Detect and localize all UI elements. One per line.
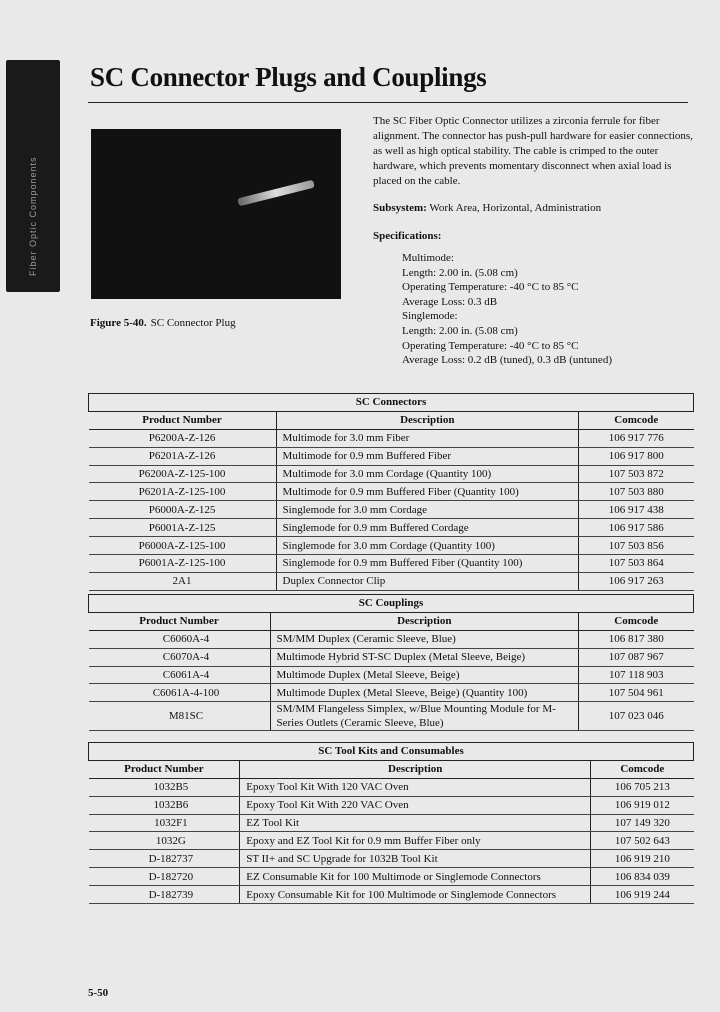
comcode-cell: 107 504 961	[579, 684, 694, 702]
description-cell: Epoxy and EZ Tool Kit for 0.9 mm Buffer Fiber only	[240, 832, 591, 850]
table-row	[89, 537, 694, 555]
table-caption: SC Connectors	[89, 394, 694, 412]
comcode-cell: 107 087 967	[579, 648, 694, 666]
description-cell: EZ Consumable Kit for 100 Multimode or Singlemode Connectors	[240, 868, 591, 886]
product-number-cell: P6200A-Z-126	[89, 429, 277, 447]
table-row	[89, 519, 694, 537]
spec-line: Singlemode:	[402, 310, 458, 323]
column-header: Product Number	[89, 760, 240, 778]
description-cell: Duplex Connector Clip	[276, 572, 579, 590]
comcode-cell: 107 503 872	[579, 465, 694, 483]
connector-photo	[91, 129, 341, 299]
sc-tool-kits-table	[88, 742, 694, 904]
table-row	[89, 555, 694, 573]
comcode-cell: 107 023 046	[579, 702, 694, 731]
comcode-cell: 106 817 380	[579, 630, 694, 648]
comcode-cell: 106 919 244	[591, 886, 694, 904]
product-number-cell: P6201A-Z-126	[89, 447, 277, 465]
product-number-cell: P6201A-Z-125-100	[89, 483, 277, 501]
column-header: Description	[270, 612, 579, 630]
table-row	[89, 832, 694, 850]
table-row	[89, 630, 694, 648]
description-cell: Multimode Duplex (Metal Sleeve, Beige)	[270, 666, 579, 684]
comcode-cell: 106 917 586	[579, 519, 694, 537]
description-cell: ST II+ and SC Upgrade for 1032B Tool Kit	[240, 850, 591, 868]
description-cell: Multimode for 0.9 mm Buffered Fiber	[276, 447, 579, 465]
description-cell: Singlemode for 3.0 mm Cordage (Quantity 100)	[276, 537, 579, 555]
section-side-tab	[6, 60, 60, 292]
comcode-cell: 106 919 210	[591, 850, 694, 868]
description-cell: Multimode Duplex (Metal Sleeve, Beige) (Quantity 100)	[270, 684, 579, 702]
description-cell: Epoxy Tool Kit With 220 VAC Oven	[240, 796, 591, 814]
comcode-cell: 106 917 438	[579, 501, 694, 519]
table-row	[89, 465, 694, 483]
product-number-cell: C6061A-4	[89, 666, 271, 684]
product-number-cell: P6001A-Z-125-100	[89, 555, 277, 573]
comcode-cell: 106 917 263	[579, 572, 694, 590]
table-row	[89, 666, 694, 684]
product-number-cell: P6001A-Z-125	[89, 519, 277, 537]
spec-line: Average Loss: 0.3 dB	[402, 295, 498, 308]
table-row	[89, 850, 694, 868]
product-number-cell: C6070A-4	[89, 648, 271, 666]
comcode-cell: 106 919 012	[591, 796, 694, 814]
comcode-cell: 107 149 320	[591, 814, 694, 832]
spec-line: Operating Temperature: -40 °C to 85 °C	[402, 281, 579, 294]
product-number-cell: C6061A-4-100	[89, 684, 271, 702]
column-header: Comcode	[591, 760, 694, 778]
product-number-cell: 1032G	[89, 832, 240, 850]
description-cell: SM/MM Duplex (Ceramic Sleeve, Blue)	[270, 630, 579, 648]
table-row	[89, 648, 694, 666]
specifications-label: Specifications:	[373, 230, 442, 242]
table-caption: SC Tool Kits and Consumables	[89, 743, 694, 761]
product-number-cell: M81SC	[89, 702, 271, 731]
comcode-cell: 107 118 903	[579, 666, 694, 684]
intro-paragraph: The SC Fiber Optic Connector utilizes a zirconia ferrule for fiber alignment. The connector has push-pull hardware for easier connections, as well as high optical stability. The cable is crimped to the outer hardware, which prevents momentary disconnect when axial load is placed on the cable.	[373, 115, 693, 187]
spec-line: Length: 2.00 in. (5.08 cm)	[402, 324, 518, 337]
comcode-cell: 107 502 643	[591, 832, 694, 850]
product-number-cell: P6000A-Z-125-100	[89, 537, 277, 555]
description-cell: Multimode for 3.0 mm Fiber	[276, 429, 579, 447]
connector-plug-image	[237, 180, 315, 207]
product-number-cell: P6000A-Z-125	[89, 501, 277, 519]
product-number-cell: D-182737	[89, 850, 240, 868]
column-header: Comcode	[579, 411, 694, 429]
subsystem-label: Subsystem:	[373, 202, 427, 214]
figure-label: Figure 5-40.	[90, 317, 147, 329]
table-row	[89, 429, 694, 447]
description-cell: Epoxy Tool Kit With 120 VAC Oven	[240, 778, 591, 796]
table-row	[89, 483, 694, 501]
spec-line: Length: 2.00 in. (5.08 cm)	[402, 266, 518, 279]
product-number-cell: C6060A-4	[89, 630, 271, 648]
product-number-cell: 1032F1	[89, 814, 240, 832]
product-number-cell: P6200A-Z-125-100	[89, 465, 277, 483]
column-header: Description	[276, 411, 579, 429]
description-cell: Multimode for 3.0 mm Cordage (Quantity 100)	[276, 465, 579, 483]
comcode-cell: 106 834 039	[591, 868, 694, 886]
table-row	[89, 886, 694, 904]
column-header: Description	[240, 760, 591, 778]
comcode-cell: 106 705 213	[591, 778, 694, 796]
description-cell: Multimode for 0.9 mm Buffered Fiber (Quantity 100)	[276, 483, 579, 501]
spec-line: Operating Temperature: -40 °C to 85 °C	[402, 339, 579, 352]
table-row	[89, 814, 694, 832]
table-row	[89, 868, 694, 886]
comcode-cell: 106 917 800	[579, 447, 694, 465]
sc-couplings-table	[88, 594, 694, 731]
description-cell: EZ Tool Kit	[240, 814, 591, 832]
subsystem-value: Work Area, Horizontal, Administration	[429, 202, 602, 214]
table-row	[89, 796, 694, 814]
page-number: 5-50	[88, 987, 109, 999]
table-row	[89, 501, 694, 519]
spec-line: Multimode:	[402, 252, 454, 264]
product-number-cell: D-182739	[89, 886, 240, 904]
description-cell: Singlemode for 0.9 mm Buffered Cordage	[276, 519, 579, 537]
page-title: SC Connector Plugs and Couplings	[90, 62, 487, 92]
description-cell: Singlemode for 0.9 mm Buffered Fiber (Quantity 100)	[276, 555, 579, 573]
spec-line: Average Loss: 0.2 dB (tuned), 0.3 dB (untuned)	[402, 354, 612, 367]
comcode-cell: 107 503 864	[579, 555, 694, 573]
description-cell: SM/MM Flangeless Simplex, w/Blue Mounting Module for M-Series Outlets (Ceramic Sleeve, Blue)	[270, 702, 579, 731]
figure-caption-text: SC Connector Plug	[150, 317, 236, 329]
table-row	[89, 778, 694, 796]
description-cell: Epoxy Consumable Kit for 100 Multimode or Singlemode Connectors	[240, 886, 591, 904]
column-header: Comcode	[579, 612, 694, 630]
figure-caption	[90, 317, 236, 329]
side-tab-text: Fiber Optic Components	[28, 156, 38, 276]
comcode-cell: 106 917 776	[579, 429, 694, 447]
description-cell: Singlemode for 3.0 mm Cordage	[276, 501, 579, 519]
subsystem-line	[373, 202, 601, 214]
product-number-cell: 1032B6	[89, 796, 240, 814]
comcode-cell: 107 503 880	[579, 483, 694, 501]
description-cell: Multimode Hybrid ST-SC Duplex (Metal Sleeve, Beige)	[270, 648, 579, 666]
specifications-list	[402, 251, 612, 368]
table-row	[89, 447, 694, 465]
column-header: Product Number	[89, 612, 271, 630]
product-number-cell: 1032B5	[89, 778, 240, 796]
table-caption: SC Couplings	[89, 595, 694, 613]
product-number-cell: 2A1	[89, 572, 277, 590]
title-rule	[88, 102, 688, 103]
product-number-cell: D-182720	[89, 868, 240, 886]
table-row	[89, 702, 694, 731]
comcode-cell: 107 503 856	[579, 537, 694, 555]
column-header: Product Number	[89, 411, 277, 429]
table-row	[89, 572, 694, 590]
table-row	[89, 684, 694, 702]
sc-connectors-table	[88, 393, 694, 591]
